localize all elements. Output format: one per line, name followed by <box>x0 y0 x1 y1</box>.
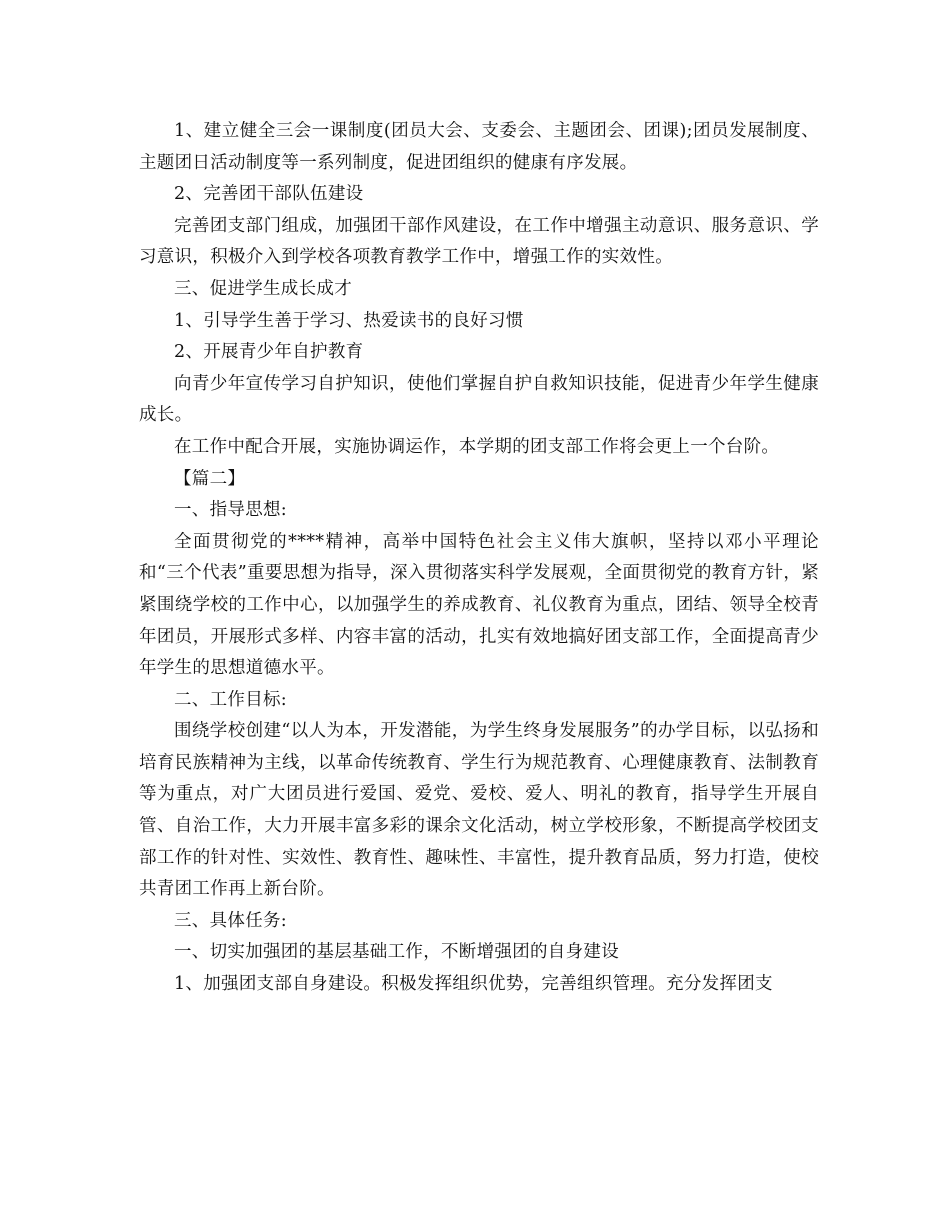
paragraph-1: 1、建立健全三会一课制度(团员大会、支委会、主题团会、团课);团员发展制度、主题团日活动制度等一系列制度，促进团组织的健康有序发展。 <box>139 121 819 173</box>
paragraph-15: 一、切实加强团的基层基础工作，不断增强团的自身建设 <box>174 942 619 963</box>
section-heading-tasks: 三、具体任务: <box>174 910 287 931</box>
paragraph-7: 向青少年宣传学习自护知识，使他们掌握自护自救知识技能，促进青少年学生健康成长。 <box>139 373 819 426</box>
paragraph-8: 在工作中配合开展，实施协调运作，本学期的团支部工作将会更上一个台阶。 <box>174 436 780 457</box>
paragraph-3: 完善团支部门组成，加强团干部作风建设，在工作中增强主动意识、服务意识、学习意识，积极介入到学校各项教育教学工作中，增强工作的实效性。 <box>139 215 819 268</box>
section-heading-guiding: 一、指导思想: <box>174 500 287 521</box>
chapter-heading-2: 【篇二】 <box>174 468 246 489</box>
paragraph-16: 1、加强团支部自身建设。积极发挥组织优势，完善组织管理。充分发挥团支 <box>174 974 773 995</box>
paragraph-11: 全面贯彻党的****精神，高举中国特色社会主义伟大旗帜，坚持以邓小平理论和“三个代表”重要思想为指导，深入贯彻落实科学发展观，全面贯彻党的教育方针，紧紧围绕学校的工作中心，以加强学生的养成教育、礼仪教育为重点，团结、领导全校青年团员，开展形式多样、内容丰富的活动，扎实有效地搞好团支部工作，全面提高青少年学生的思想道德水平。 <box>139 531 819 679</box>
paragraph-13: 围绕学校创建“以人为本，开发潜能，为学生终身发展服务”的办学目标，以弘扬和培育民族精神为主线，以革命传统教育、学生行为规范教育、心理健康教育、法制教育等为重点，对广大团员进行爱国、爱党、爱校、爱人、明礼的教育，指导学生开展自管、自治工作，大力开展丰富多彩的课余文化活动，树立学校形象，不断提高学校团支部工作的针对性、实效性、教育性、趣味性、丰富性，提升教育品质，努力打造，使校共青团工作再上新台阶。 <box>139 721 819 900</box>
document-body <box>139 116 819 1001</box>
section-heading-goals: 二、工作目标: <box>174 689 287 710</box>
paragraph-2: 2、完善团干部队伍建设 <box>174 184 364 205</box>
section-heading-3: 三、促进学生成长成才 <box>174 278 352 299</box>
paragraph-5: 1、引导学生善于学习、热爱读书的良好习惯 <box>174 310 524 331</box>
paragraph-6: 2、开展青少年自护教育 <box>174 342 364 363</box>
